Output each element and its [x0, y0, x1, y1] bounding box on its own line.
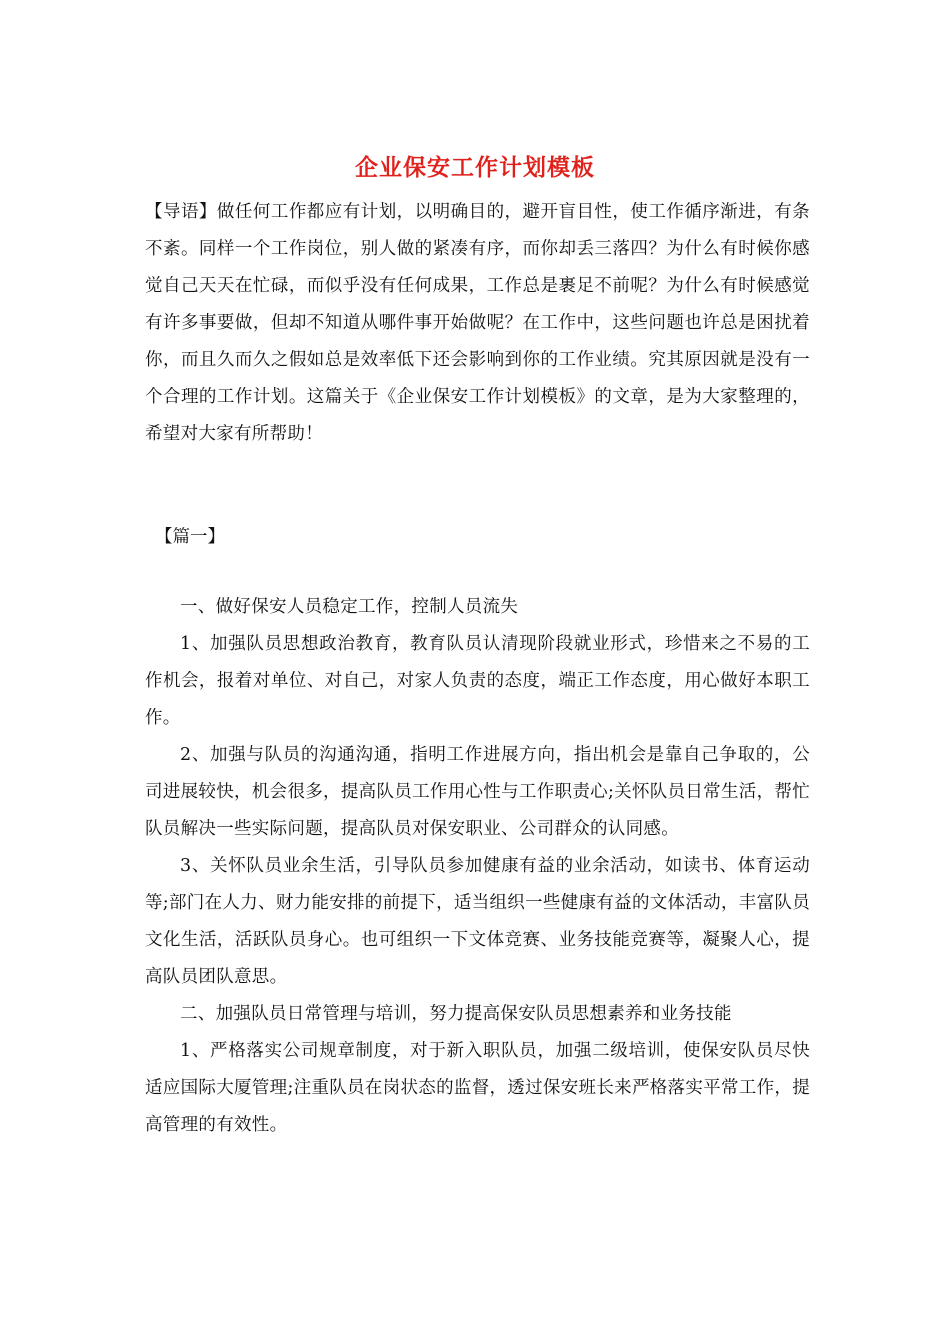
paragraph: 2、加强与队员的沟通沟通，指明工作进展方向，指出机会是靠自己争取的，公司进展较快，机会很多，提高队员工作用心性与工作职责心;关怀队员日常生活，帮忙队员解决一些实际问题，提高队员对保安职业、公司群众的认同感。 — [145, 745, 810, 839]
heading-two: 二、加强队员日常管理与培训，努力提高保安队员思想素养和业务技能 — [180, 1004, 732, 1024]
paragraph: 3、关怀队员业余生活，引导队员参加健康有益的业余活动，如读书、体育运动等;部门在人力、财力能安排的前提下，适当组织一些健康有益的文体活动，丰富队员文化生活，活跃队员身心。也可组织一下文体竞赛、业务技能竞赛等，凝聚人心，提高队员团队意思。 — [145, 856, 810, 987]
intro-paragraph: 【导语】做任何工作都应有计划，以明确目的，避开盲目性，使工作循序渐进，有条不紊。同样一个工作岗位，别人做的紧凑有序，而你却丢三落四？为什么有时候你感觉自己天天在忙碌，而似乎没有任何成果，工作总是裹足不前呢？为什么有时候感觉有许多事要做，但却不知道从哪件事开始做呢？在工作中，这些问题也许总是困扰着你，而且久而久之假如总是效率低下还会影响到你的工作业绩。究其原因就是没有一个合理的工作计划。这篇关于《企业保安工作计划模板》的文章，是为大家整理的，希望对大家有所帮助！ — [145, 202, 810, 444]
body-text — [145, 589, 810, 1144]
paragraph: 1、加强队员思想政治教育，教育队员认清现阶段就业形式，珍惜来之不易的工作机会，报着对单位、对自己，对家人负责的态度，端正工作态度，用心做好本职工作。 — [145, 634, 810, 728]
heading-one: 一、做好保安人员稳定工作，控制人员流失 — [180, 597, 519, 617]
section-label: 【篇一】 — [155, 527, 225, 547]
intro-block — [145, 194, 810, 453]
paragraph: 1、严格落实公司规章制度，对于新入职队员，加强二级培训，使保安队员尽快适应国际大厦管理;注重队员在岗状态的监督，透过保安班长来严格落实平常工作，提高管理的有效性。 — [145, 1041, 810, 1135]
document-title: 企业保安工作计划模板 — [355, 154, 595, 181]
